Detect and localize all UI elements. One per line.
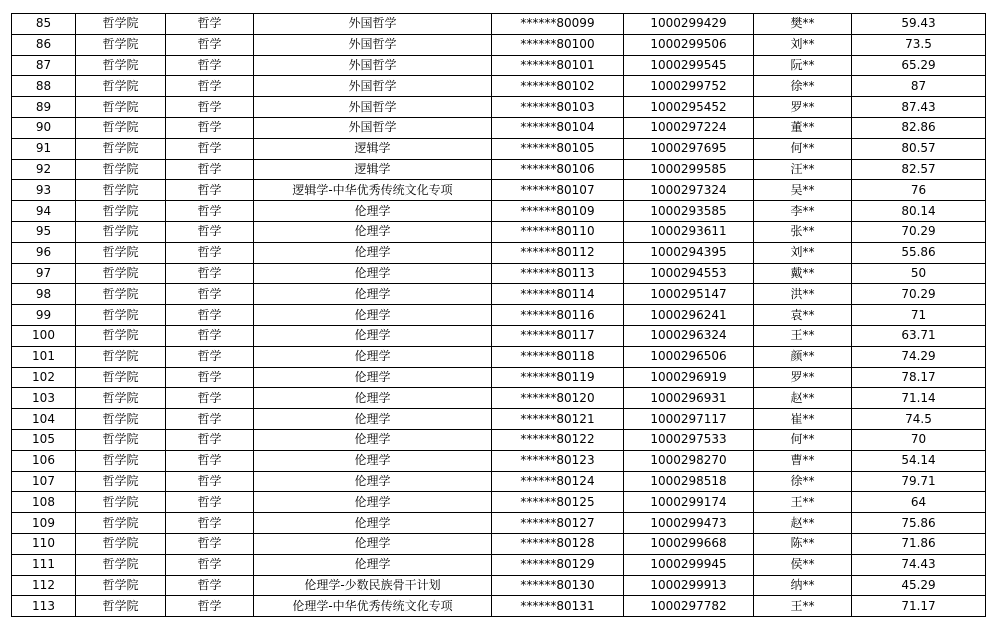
cell-exam-id: ******80101 (492, 55, 624, 76)
cell-discipline: 哲学 (166, 138, 254, 159)
cell-exam-id: ******80121 (492, 409, 624, 430)
cell-major: 伦理学-少数民族骨干计划 (254, 575, 492, 596)
cell-exam-id: ******80118 (492, 346, 624, 367)
cell-discipline: 哲学 (166, 409, 254, 430)
cell-exam-id: ******80100 (492, 34, 624, 55)
table-row (12, 325, 986, 346)
cell-major: 外国哲学 (254, 55, 492, 76)
cell-registration-id: 1000299585 (624, 159, 754, 180)
cell-school: 哲学院 (76, 388, 166, 409)
cell-name: 罗** (754, 97, 852, 118)
cell-name: 崔** (754, 409, 852, 430)
cell-registration-id: 1000293611 (624, 221, 754, 242)
cell-name: 赵** (754, 388, 852, 409)
cell-number: 90 (12, 117, 76, 138)
cell-major: 伦理学-中华优秀传统文化专项 (254, 596, 492, 617)
table-row (12, 533, 986, 554)
cell-discipline: 哲学 (166, 450, 254, 471)
cell-exam-id: ******80099 (492, 14, 624, 35)
cell-registration-id: 1000297224 (624, 117, 754, 138)
cell-major: 逻辑学 (254, 159, 492, 180)
cell-school: 哲学院 (76, 554, 166, 575)
cell-score: 70.29 (852, 221, 986, 242)
cell-score: 59.43 (852, 14, 986, 35)
cell-school: 哲学院 (76, 97, 166, 118)
cell-major: 伦理学 (254, 450, 492, 471)
cell-discipline: 哲学 (166, 97, 254, 118)
cell-school: 哲学院 (76, 513, 166, 534)
cell-school: 哲学院 (76, 284, 166, 305)
cell-school: 哲学院 (76, 367, 166, 388)
cell-score: 87.43 (852, 97, 986, 118)
cell-name: 洪** (754, 284, 852, 305)
cell-score: 54.14 (852, 450, 986, 471)
cell-exam-id: ******80123 (492, 450, 624, 471)
cell-school: 哲学院 (76, 492, 166, 513)
cell-exam-id: ******80122 (492, 429, 624, 450)
cell-number: 92 (12, 159, 76, 180)
cell-score: 71.17 (852, 596, 986, 617)
cell-registration-id: 1000296324 (624, 325, 754, 346)
cell-registration-id: 1000293585 (624, 201, 754, 222)
cell-major: 伦理学 (254, 554, 492, 575)
cell-number: 112 (12, 575, 76, 596)
table-row (12, 201, 986, 222)
score-table (11, 13, 986, 617)
cell-number: 98 (12, 284, 76, 305)
cell-registration-id: 1000297782 (624, 596, 754, 617)
cell-exam-id: ******80105 (492, 138, 624, 159)
table-row (12, 388, 986, 409)
table-row (12, 471, 986, 492)
cell-registration-id: 1000296506 (624, 346, 754, 367)
cell-exam-id: ******80104 (492, 117, 624, 138)
cell-number: 103 (12, 388, 76, 409)
cell-registration-id: 1000299473 (624, 513, 754, 534)
cell-number: 91 (12, 138, 76, 159)
cell-school: 哲学院 (76, 221, 166, 242)
cell-major: 伦理学 (254, 513, 492, 534)
cell-major: 逻辑学-中华优秀传统文化专项 (254, 180, 492, 201)
cell-school: 哲学院 (76, 76, 166, 97)
cell-school: 哲学院 (76, 471, 166, 492)
cell-registration-id: 1000298270 (624, 450, 754, 471)
cell-score: 82.57 (852, 159, 986, 180)
table-row (12, 117, 986, 138)
cell-number: 87 (12, 55, 76, 76)
cell-discipline: 哲学 (166, 34, 254, 55)
cell-exam-id: ******80113 (492, 263, 624, 284)
cell-discipline: 哲学 (166, 325, 254, 346)
table-row (12, 409, 986, 430)
cell-school: 哲学院 (76, 201, 166, 222)
cell-registration-id: 1000295147 (624, 284, 754, 305)
cell-school: 哲学院 (76, 263, 166, 284)
cell-number: 93 (12, 180, 76, 201)
cell-school: 哲学院 (76, 180, 166, 201)
cell-major: 伦理学 (254, 388, 492, 409)
cell-score: 65.29 (852, 55, 986, 76)
cell-discipline: 哲学 (166, 471, 254, 492)
cell-discipline: 哲学 (166, 117, 254, 138)
cell-discipline: 哲学 (166, 284, 254, 305)
cell-number: 104 (12, 409, 76, 430)
cell-name: 徐** (754, 471, 852, 492)
cell-school: 哲学院 (76, 409, 166, 430)
cell-school: 哲学院 (76, 14, 166, 35)
cell-exam-id: ******80116 (492, 305, 624, 326)
cell-school: 哲学院 (76, 325, 166, 346)
cell-discipline: 哲学 (166, 221, 254, 242)
cell-exam-id: ******80102 (492, 76, 624, 97)
cell-registration-id: 1000299913 (624, 575, 754, 596)
cell-school: 哲学院 (76, 450, 166, 471)
cell-exam-id: ******80114 (492, 284, 624, 305)
table-row (12, 554, 986, 575)
cell-score: 55.86 (852, 242, 986, 263)
cell-number: 111 (12, 554, 76, 575)
table-row (12, 429, 986, 450)
cell-registration-id: 1000296919 (624, 367, 754, 388)
cell-score: 73.5 (852, 34, 986, 55)
cell-registration-id: 1000295452 (624, 97, 754, 118)
cell-registration-id: 1000299174 (624, 492, 754, 513)
cell-score: 74.5 (852, 409, 986, 430)
cell-exam-id: ******80131 (492, 596, 624, 617)
cell-exam-id: ******80112 (492, 242, 624, 263)
cell-name: 董** (754, 117, 852, 138)
cell-name: 樊** (754, 14, 852, 35)
cell-name: 戴** (754, 263, 852, 284)
cell-name: 袁** (754, 305, 852, 326)
table-row (12, 450, 986, 471)
cell-exam-id: ******80124 (492, 471, 624, 492)
cell-discipline: 哲学 (166, 55, 254, 76)
cell-discipline: 哲学 (166, 388, 254, 409)
cell-score: 70 (852, 429, 986, 450)
table-row (12, 305, 986, 326)
table-row (12, 492, 986, 513)
cell-discipline: 哲学 (166, 429, 254, 450)
cell-discipline: 哲学 (166, 533, 254, 554)
cell-exam-id: ******80107 (492, 180, 624, 201)
table-row (12, 34, 986, 55)
cell-school: 哲学院 (76, 429, 166, 450)
cell-score: 82.86 (852, 117, 986, 138)
cell-number: 102 (12, 367, 76, 388)
cell-registration-id: 1000299668 (624, 533, 754, 554)
cell-name: 王** (754, 596, 852, 617)
cell-discipline: 哲学 (166, 346, 254, 367)
cell-number: 105 (12, 429, 76, 450)
cell-school: 哲学院 (76, 117, 166, 138)
cell-registration-id: 1000299945 (624, 554, 754, 575)
cell-name: 刘** (754, 34, 852, 55)
cell-number: 89 (12, 97, 76, 118)
cell-major: 外国哲学 (254, 97, 492, 118)
cell-number: 101 (12, 346, 76, 367)
cell-exam-id: ******80106 (492, 159, 624, 180)
cell-registration-id: 1000297117 (624, 409, 754, 430)
cell-score: 45.29 (852, 575, 986, 596)
cell-major: 外国哲学 (254, 117, 492, 138)
table-row (12, 263, 986, 284)
cell-exam-id: ******80109 (492, 201, 624, 222)
cell-major: 伦理学 (254, 284, 492, 305)
cell-discipline: 哲学 (166, 492, 254, 513)
cell-major: 伦理学 (254, 367, 492, 388)
cell-score: 76 (852, 180, 986, 201)
cell-number: 100 (12, 325, 76, 346)
cell-name: 何** (754, 429, 852, 450)
cell-number: 109 (12, 513, 76, 534)
table-body (12, 14, 986, 617)
cell-name: 阮** (754, 55, 852, 76)
cell-score: 75.86 (852, 513, 986, 534)
cell-name: 颜** (754, 346, 852, 367)
cell-school: 哲学院 (76, 346, 166, 367)
cell-discipline: 哲学 (166, 367, 254, 388)
table-row (12, 284, 986, 305)
cell-exam-id: ******80119 (492, 367, 624, 388)
table-row (12, 159, 986, 180)
table-row (12, 367, 986, 388)
cell-major: 伦理学 (254, 533, 492, 554)
cell-major: 伦理学 (254, 263, 492, 284)
cell-score: 74.43 (852, 554, 986, 575)
cell-name: 罗** (754, 367, 852, 388)
cell-discipline: 哲学 (166, 575, 254, 596)
cell-registration-id: 1000298518 (624, 471, 754, 492)
cell-discipline: 哲学 (166, 159, 254, 180)
cell-score: 64 (852, 492, 986, 513)
cell-exam-id: ******80110 (492, 221, 624, 242)
cell-score: 50 (852, 263, 986, 284)
cell-name: 李** (754, 201, 852, 222)
cell-registration-id: 1000297533 (624, 429, 754, 450)
cell-registration-id: 1000297695 (624, 138, 754, 159)
cell-score: 79.71 (852, 471, 986, 492)
table-row (12, 97, 986, 118)
cell-discipline: 哲学 (166, 513, 254, 534)
cell-school: 哲学院 (76, 242, 166, 263)
table-row (12, 180, 986, 201)
cell-exam-id: ******80129 (492, 554, 624, 575)
cell-registration-id: 1000299506 (624, 34, 754, 55)
cell-school: 哲学院 (76, 596, 166, 617)
cell-major: 外国哲学 (254, 76, 492, 97)
cell-exam-id: ******80117 (492, 325, 624, 346)
cell-number: 94 (12, 201, 76, 222)
cell-major: 伦理学 (254, 429, 492, 450)
cell-number: 88 (12, 76, 76, 97)
cell-major: 伦理学 (254, 242, 492, 263)
cell-school: 哲学院 (76, 305, 166, 326)
cell-number: 113 (12, 596, 76, 617)
cell-name: 陈** (754, 533, 852, 554)
cell-major: 伦理学 (254, 409, 492, 430)
cell-name: 吴** (754, 180, 852, 201)
cell-exam-id: ******80130 (492, 575, 624, 596)
table-row (12, 76, 986, 97)
cell-registration-id: 1000299752 (624, 76, 754, 97)
cell-registration-id: 1000296241 (624, 305, 754, 326)
cell-registration-id: 1000294553 (624, 263, 754, 284)
table-row (12, 575, 986, 596)
cell-score: 71.14 (852, 388, 986, 409)
cell-name: 刘** (754, 242, 852, 263)
cell-major: 伦理学 (254, 201, 492, 222)
cell-number: 86 (12, 34, 76, 55)
cell-name: 徐** (754, 76, 852, 97)
cell-score: 78.17 (852, 367, 986, 388)
cell-major: 伦理学 (254, 471, 492, 492)
cell-major: 逻辑学 (254, 138, 492, 159)
cell-exam-id: ******80127 (492, 513, 624, 534)
cell-registration-id: 1000297324 (624, 180, 754, 201)
cell-registration-id: 1000299545 (624, 55, 754, 76)
cell-name: 何** (754, 138, 852, 159)
cell-major: 外国哲学 (254, 14, 492, 35)
cell-school: 哲学院 (76, 159, 166, 180)
cell-discipline: 哲学 (166, 201, 254, 222)
cell-number: 96 (12, 242, 76, 263)
cell-name: 汪** (754, 159, 852, 180)
cell-number: 97 (12, 263, 76, 284)
cell-name: 曹** (754, 450, 852, 471)
cell-score: 74.29 (852, 346, 986, 367)
cell-number: 85 (12, 14, 76, 35)
table-row (12, 138, 986, 159)
cell-discipline: 哲学 (166, 76, 254, 97)
cell-exam-id: ******80125 (492, 492, 624, 513)
cell-number: 107 (12, 471, 76, 492)
cell-major: 伦理学 (254, 346, 492, 367)
score-table-sheet (11, 13, 986, 617)
cell-major: 伦理学 (254, 492, 492, 513)
cell-score: 80.57 (852, 138, 986, 159)
cell-name: 纳** (754, 575, 852, 596)
cell-number: 106 (12, 450, 76, 471)
cell-name: 赵** (754, 513, 852, 534)
cell-exam-id: ******80103 (492, 97, 624, 118)
cell-discipline: 哲学 (166, 554, 254, 575)
cell-number: 95 (12, 221, 76, 242)
cell-major: 外国哲学 (254, 34, 492, 55)
cell-school: 哲学院 (76, 138, 166, 159)
table-row (12, 242, 986, 263)
cell-score: 71 (852, 305, 986, 326)
cell-discipline: 哲学 (166, 596, 254, 617)
cell-score: 71.86 (852, 533, 986, 554)
cell-school: 哲学院 (76, 575, 166, 596)
cell-discipline: 哲学 (166, 14, 254, 35)
cell-discipline: 哲学 (166, 242, 254, 263)
cell-major: 伦理学 (254, 305, 492, 326)
cell-registration-id: 1000299429 (624, 14, 754, 35)
cell-discipline: 哲学 (166, 305, 254, 326)
cell-score: 80.14 (852, 201, 986, 222)
cell-number: 110 (12, 533, 76, 554)
table-row (12, 596, 986, 617)
table-row (12, 55, 986, 76)
cell-discipline: 哲学 (166, 180, 254, 201)
table-row (12, 221, 986, 242)
cell-score: 63.71 (852, 325, 986, 346)
table-row (12, 346, 986, 367)
table-row (12, 14, 986, 35)
cell-name: 王** (754, 492, 852, 513)
cell-exam-id: ******80120 (492, 388, 624, 409)
cell-score: 87 (852, 76, 986, 97)
cell-school: 哲学院 (76, 533, 166, 554)
cell-name: 张** (754, 221, 852, 242)
cell-score: 70.29 (852, 284, 986, 305)
cell-exam-id: ******80128 (492, 533, 624, 554)
cell-registration-id: 1000296931 (624, 388, 754, 409)
cell-name: 王** (754, 325, 852, 346)
table-row (12, 513, 986, 534)
cell-major: 伦理学 (254, 325, 492, 346)
cell-school: 哲学院 (76, 55, 166, 76)
cell-number: 108 (12, 492, 76, 513)
cell-number: 99 (12, 305, 76, 326)
cell-name: 侯** (754, 554, 852, 575)
cell-discipline: 哲学 (166, 263, 254, 284)
cell-registration-id: 1000294395 (624, 242, 754, 263)
cell-major: 伦理学 (254, 221, 492, 242)
cell-school: 哲学院 (76, 34, 166, 55)
